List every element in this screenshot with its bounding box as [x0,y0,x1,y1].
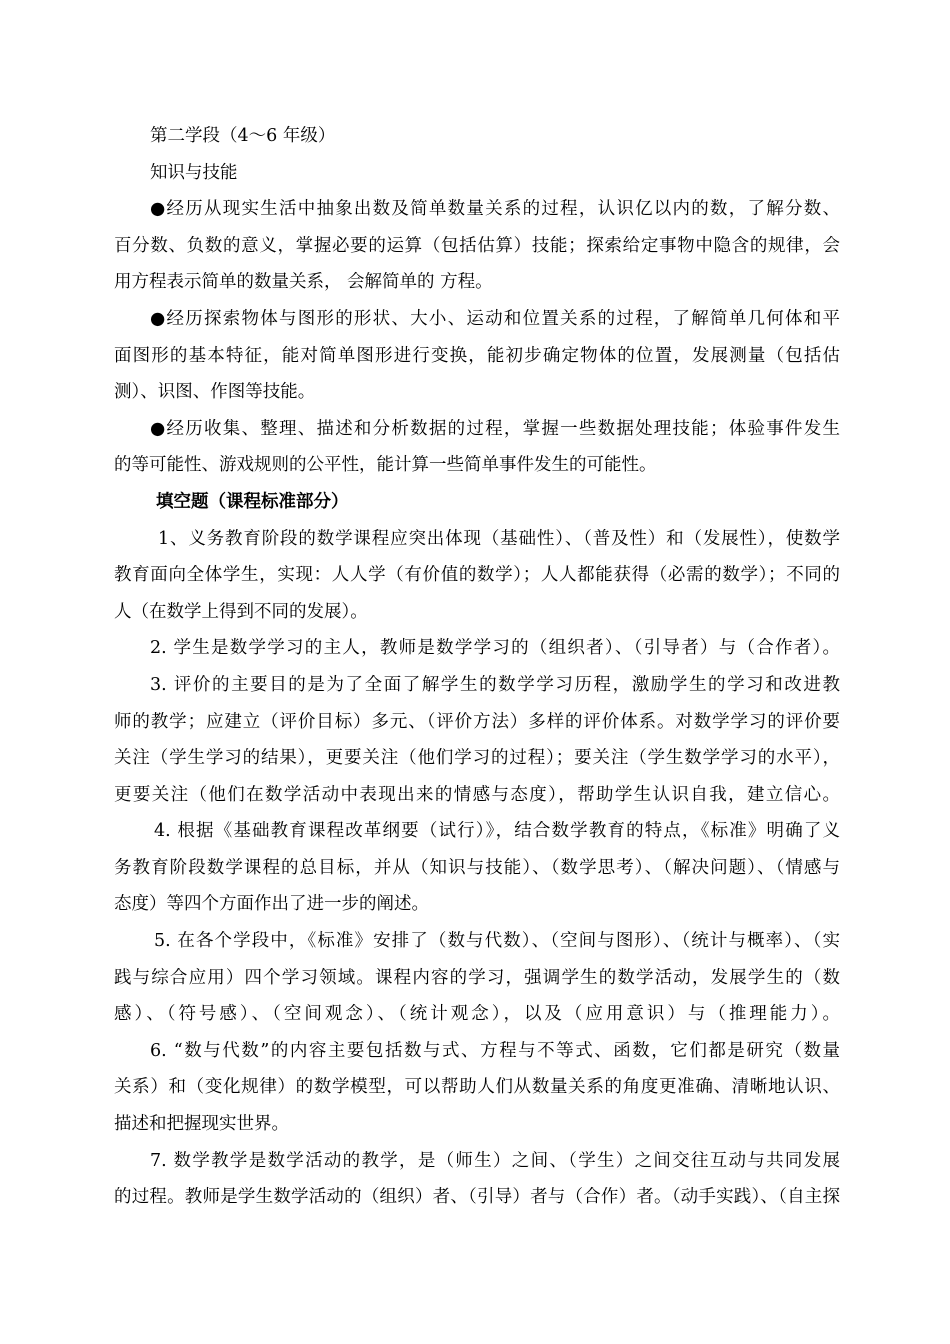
text-line: 师的教学；应建立（评价目标）多元、（评价方法）多样的评价体系。对数学学习的评价要 [114,711,840,732]
text-line: 感）、（符号感）、（空间观念）、（统计观念），以及（应用意识）与（推理能力）。 [114,1004,840,1025]
text-line: 1、义务教育阶段的数学课程应突出体现（基础性）、（普及性）和（发展性），使数学 [158,528,840,549]
text-line: 描述和把握现实世界。 [114,1114,289,1135]
text-line: 4. 根据《基础教育课程改革纲要（试行）》，结合数学教育的特点，《标准》明确了义 [154,821,840,842]
text-line: 务教育阶段数学课程的总目标，并从（知识与技能）、（数学思考）、（解决问题）、（情感与 [114,857,840,878]
paragraph [114,411,840,484]
paragraph [114,301,840,411]
paragraph [114,813,840,923]
text-line: 3. 评价的主要目的是为了全面了解学生的数学学习历程，激励学生的学习和改进教 [150,674,840,695]
text-line: 践与综合应用）四个学习领域。课程内容的学习，强调学生的数学活动，发展学生的（数 [114,967,840,988]
text-line: 知识与技能 [150,162,238,183]
text-line: ●经历从现实生活中抽象出数及简单数量关系的过程，认识亿以内的数，了解分数、 [150,199,840,220]
text-line: 填空题（课程标准部分） [156,491,349,512]
text-line: ●经历探索物体与图形的形状、大小、运动和位置关系的过程，了解简单几何体和平 [150,308,840,329]
text-line: 6. “数与代数”的内容主要包括数与式、方程与不等式、函数，它们都是研究（数量 [150,1040,840,1061]
text-line: 百分数、负数的意义，掌握必要的运算（包括估算）技能；探索给定事物中隐含的规律，会 [114,235,840,256]
text-line: 更要关注（他们在数学活动中表现出来的情感与态度），帮助学生认识自我，建立信心。 [114,784,840,805]
paragraph [114,118,840,155]
section-heading [114,484,840,521]
text-line: 5. 在各个学段中，《标准》安排了（数与代数）、（空间与图形）、（统计与概率）、（实 [154,931,840,952]
paragraph [114,630,840,667]
text-line: 关系）和（变化规律）的数学模型，可以帮助人们从数量关系的角度更准确、清晰地认识、 [114,1077,840,1098]
paragraph [114,667,840,813]
text-line: 面图形的基本特征，能对简单图形进行变换，能初步确定物体的位置，发展测量（包括估 [114,345,840,366]
text-line: 态度）等四个方面作出了进一步的阐述。 [114,894,429,915]
paragraph [114,1143,840,1216]
text-line: 7. 数学教学是数学活动的教学，是（师生）之间、（学生）之间交往互动与共同发展 [150,1150,840,1171]
text-line: 用方程表示简单的数量关系， 会解简单的 方程。 [114,272,493,293]
paragraph [114,191,840,301]
text-line: 2. 学生是数学学习的主人，教师是数学学习的（组织者）、（引导者）与（合作者）。 [150,638,840,659]
paragraph [114,923,840,1033]
text-line: 测）、识图、作图等技能。 [114,382,316,403]
document-page [114,118,840,1216]
paragraph [114,155,840,192]
paragraph [114,1033,840,1143]
text-line: ●经历收集、整理、描述和分析数据的过程，掌握一些数据处理技能；体验事件发生 [150,418,840,439]
text-line: 的等可能性、游戏规则的公平性，能计算一些简单事件发生的可能性。 [114,455,657,476]
text-line: 人（在数学上得到不同的发展）。 [114,601,368,622]
text-line: 教育面向全体学生，实现：人人学（有价值的数学）；人人都能获得（必需的数学）；不同的 [114,565,840,586]
paragraph [114,521,840,631]
text-line: 关注（学生学习的结果），更要关注（他们学习的过程）；要关注（学生数学学习的水平）， [114,748,840,769]
text-line: 第二学段（4～6 年级） [150,126,336,146]
text-line: 的过程。教师是学生数学活动的（组织）者、（引导）者与（合作）者。（动手实践）、（自主探 [114,1187,840,1208]
